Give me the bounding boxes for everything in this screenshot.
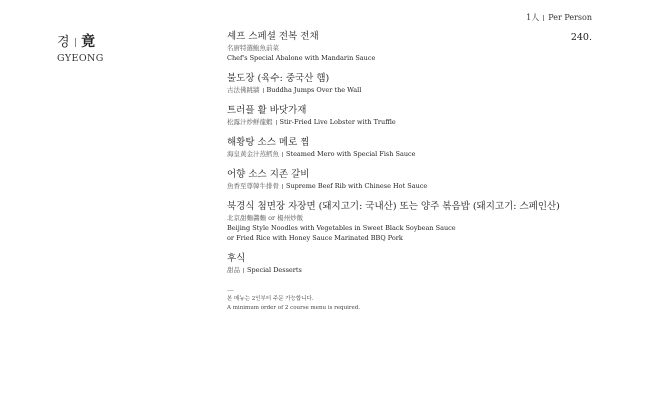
menu-item-subline [227,117,607,127]
menu-item [227,72,607,95]
course-title [57,31,96,51]
separator [243,268,244,273]
price-header-en: Per Person [548,13,592,22]
course-name-hanja: 竟 [81,34,96,50]
menu-item-subline [227,181,607,191]
menu-list [227,30,607,313]
separator [282,184,283,189]
menu-item [227,168,607,191]
menu-item-subline [227,85,607,95]
menu-item-zh: 甜品 [227,266,240,274]
footnote-ko: 본 메뉴는 2인부터 주문 가능합니다. [227,296,314,302]
separator [263,88,264,93]
menu-item-ko: 어향 소스 지존 갈비 [227,169,310,180]
menu-item-zh: 名廚特選鮑魚前菜 [227,44,279,52]
menu-item-en: Special Desserts [247,266,302,274]
menu-item [227,200,607,243]
separator [282,152,283,157]
menu-item [227,136,607,159]
menu-item-subline [227,265,607,275]
menu-item-en-line1: Beijing Style Noodles with Vegetables in Sweet Black Soybean Sauce [227,224,456,232]
menu-item-zh: 古法佛跳牆 [227,86,260,94]
course-price: 240. [570,32,592,43]
menu-item-zh: 魚香至尊韓牛排骨 [227,182,279,190]
menu-item-ko: 북경식 첨면장 자장면 (돼지고기: 국내산) 또는 양주 볶음밥 (돼지고기: 스페인산) [227,201,560,212]
course-name-roman: GYEONG [57,53,104,64]
menu-item [227,252,607,275]
menu-item-zh: 松露汁炒鮮龍蝦 [227,118,273,126]
menu-item-ko: 셰프 스페셜 전복 전채 [227,31,319,42]
menu-item-en: Stir-Fried Live Lobster with Truffle [279,118,396,126]
menu-item-en-line2: or Fried Rice with Honey Sauce Marinated BBQ Pork [227,234,403,242]
menu-item [227,30,607,63]
menu-item-ko: 트러플 활 바닷가재 [227,105,307,116]
menu-item-subline [227,149,607,159]
course-name-ko: 경 [57,35,71,50]
menu-item-zh: 海皇黃金汁蒸鱈魚 [227,150,279,158]
separator [276,120,277,125]
menu-item-en: Chef's Special Abalone with Mandarin Sauce [227,54,376,62]
menu-item [227,104,607,127]
separator [75,38,76,47]
menu-item-en: Steamed Mero with Special Fish Sauce [286,150,416,158]
menu-item-ko: 불도장 (육수: 중국산 햄) [227,73,330,84]
menu-item-en: Buddha Jumps Over the Wall [266,86,362,94]
price-header [526,12,592,23]
menu-item-ko: 해황탕 소스 메로 찜 [227,137,310,148]
footnote [227,285,607,313]
footnote-en: A minimum order of 2 course menu is required. [227,305,361,311]
menu-item-en: Supreme Beef Rib with Chinese Hot Sauce [286,182,428,190]
footnote-dash: — [227,286,234,294]
separator [543,15,544,21]
menu-item-zh: 北京甜麵醬麵 or 楊州炒飯 [227,214,304,222]
menu-item-ko: 후식 [227,253,246,264]
price-header-ko: 1人 [526,13,540,22]
